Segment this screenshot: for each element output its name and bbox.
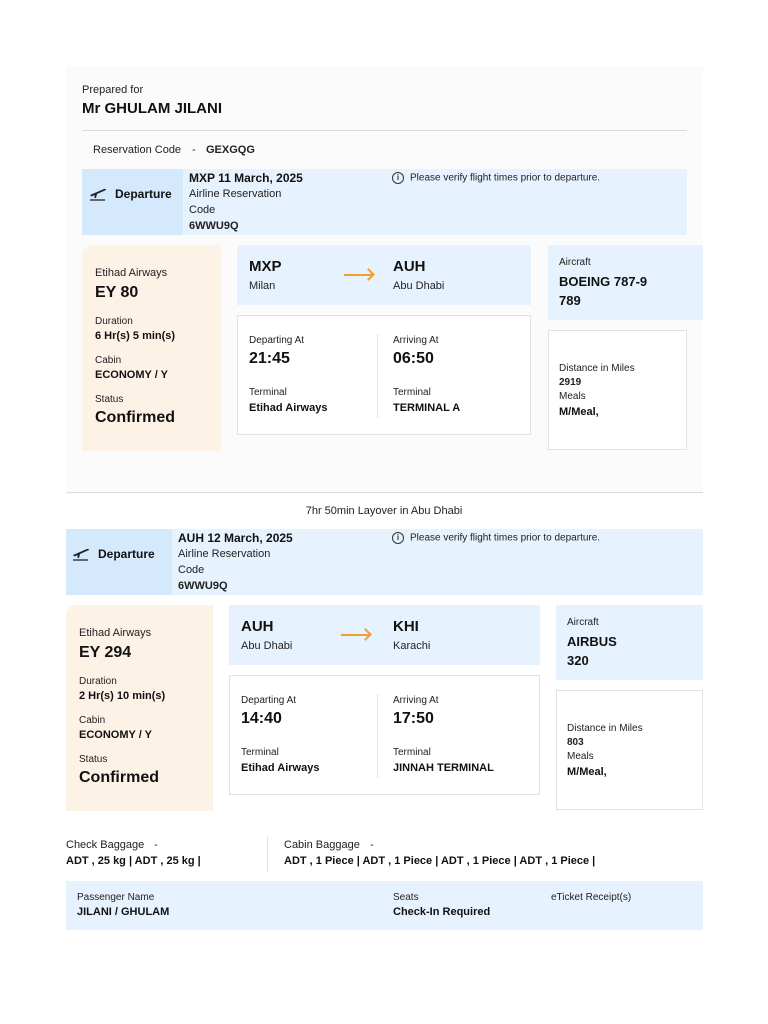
flight2-distance: 803 <box>567 737 584 748</box>
flight2-departing-time: 14:40 <box>241 710 282 727</box>
baggage-divider <box>267 836 268 872</box>
seats-value: Check-In Required <box>393 906 491 918</box>
reservation-code: GEXGQG <box>206 144 255 156</box>
flight2-cabin: ECONOMY / Y <box>79 729 152 741</box>
flight2-origin-city: Abu Dhabi <box>241 640 293 652</box>
flight2-arr-terminal-label: Terminal <box>393 747 431 758</box>
flight2-duration-label: Duration <box>79 676 117 687</box>
cabin-baggage-value: ADT , 1 Piece | ADT , 1 Piece | ADT , 1 Piece | ADT , 1 Piece | <box>284 855 596 867</box>
flight1-status-label: Status <box>95 394 124 405</box>
reservation-code-separator: - <box>192 144 196 156</box>
layover-divider <box>66 492 703 493</box>
flight2-route-panel <box>229 605 540 665</box>
flight2-distance-box <box>556 690 703 810</box>
flight2-departure-label: Departure <box>98 547 155 561</box>
flight1-duration: 6 Hr(s) 5 min(s) <box>95 330 176 342</box>
flight2-meals-label: Meals <box>567 751 594 762</box>
flight2-times-box <box>229 675 540 795</box>
flight2-dest-city: Karachi <box>393 640 431 652</box>
prepared-for-label: Prepared for <box>82 84 144 96</box>
seats-label: Seats <box>393 892 419 903</box>
flight1-arr-terminal: TERMINAL A <box>393 402 461 414</box>
flight2-departing-label: Departing At <box>241 695 297 706</box>
flight1-cabin: ECONOMY / Y <box>95 369 168 381</box>
airplane-takeoff-icon <box>71 544 91 562</box>
check-baggage-value: ADT , 25 kg | ADT , 25 kg | <box>66 855 201 867</box>
reservation-code-label: Reservation Code <box>93 144 182 156</box>
flight1-aircraft-line2: 789 <box>559 293 581 308</box>
cabin-baggage-label: Cabin Baggage <box>284 839 360 851</box>
flight2-status-label: Status <box>79 754 108 765</box>
flight1-meals: M/Meal, <box>559 406 599 418</box>
flight1-departing-label: Departing At <box>249 335 305 346</box>
flight1-duration-label: Duration <box>95 316 133 327</box>
flight1-distance: 2919 <box>559 377 582 388</box>
header-divider <box>82 130 687 131</box>
flight1-verify-note <box>392 172 600 184</box>
flight1-aircraft-line1: BOEING 787-9 <box>559 274 648 289</box>
flight2-arr-terminal: JINNAH TERMINAL <box>393 762 494 774</box>
check-baggage-separator: - <box>154 839 158 851</box>
flight2-duration: 2 Hr(s) 10 min(s) <box>79 690 166 702</box>
arrow-right-icon <box>344 274 372 276</box>
flight2-cabin-label: Cabin <box>79 715 106 726</box>
flight1-meals-label: Meals <box>559 391 586 402</box>
flight2-aircraft-line1: AIRBUS <box>567 634 617 649</box>
flight1-distance-label: Distance in Miles <box>559 363 635 374</box>
flight1-dest-city: Abu Dhabi <box>393 280 445 292</box>
passenger-name: JILANI / GHULAM <box>77 906 170 918</box>
flight1-arriving-time: 06:50 <box>393 350 434 367</box>
flight1-origin-city: Milan <box>249 280 276 292</box>
info-icon: i <box>392 532 404 544</box>
flight1-dest-code: AUH <box>393 258 426 275</box>
flight1-times-divider <box>377 334 378 418</box>
flight2-status: Confirmed <box>79 769 159 786</box>
flight2-airline: Etihad Airways <box>79 627 152 639</box>
flight2-airline-res-label: Airline Reservation <box>178 548 271 560</box>
flight1-departure-label: Departure <box>115 187 172 201</box>
flight1-cabin-label: Cabin <box>95 355 122 366</box>
arrow-right-icon <box>341 634 369 636</box>
flight2-distance-label: Distance in Miles <box>567 723 643 734</box>
flight2-dep-terminal-label: Terminal <box>241 747 279 758</box>
flight1-airline: Etihad Airways <box>95 267 168 279</box>
flight2-arriving-time: 17:50 <box>393 710 434 727</box>
layover-text: 7hr 50min Layover in Abu Dhabi <box>305 505 463 517</box>
flight1-date-line: MXP 11 March, 2025 <box>189 171 303 185</box>
flight1-origin-code: MXP <box>249 258 282 275</box>
flight1-flight-no: EY 80 <box>95 284 139 301</box>
flight1-dep-terminal-label: Terminal <box>249 387 287 398</box>
flight2-meals: M/Meal, <box>567 766 607 778</box>
passenger-title: Mr GHULAM JILANI <box>82 100 222 117</box>
flight1-route-panel <box>237 245 531 305</box>
flight1-arriving-label: Arriving At <box>393 335 439 346</box>
flight1-verify-text: Please verify flight times prior to departure. <box>410 172 601 184</box>
flight2-origin-code: AUH <box>241 618 274 635</box>
flight2-airline-res-label-2: Code <box>178 564 205 576</box>
flight1-times-box <box>237 315 531 435</box>
flight1-airline-res-code: 6WWU9Q <box>189 220 239 232</box>
flight1-airline-res-label: Airline Reservation <box>189 188 282 200</box>
flight2-date-line: AUH 12 March, 2025 <box>178 531 293 545</box>
cabin-baggage-separator: - <box>370 839 374 851</box>
flight1-status: Confirmed <box>95 409 175 426</box>
flight2-flight-no: EY 294 <box>79 644 132 661</box>
flight1-arr-terminal-label: Terminal <box>393 387 431 398</box>
flight1-departing-time: 21:45 <box>249 350 290 367</box>
flight2-arriving-label: Arriving At <box>393 695 439 706</box>
flight2-dep-terminal: Etihad Airways <box>241 762 320 774</box>
flight1-distance-box <box>548 330 687 450</box>
flight1-aircraft-label: Aircraft <box>559 257 591 268</box>
check-baggage-label: Check Baggage <box>66 839 145 851</box>
flight2-times-divider <box>377 694 378 778</box>
flight1-dep-terminal: Etihad Airways <box>249 402 328 414</box>
info-icon: i <box>392 172 404 184</box>
flight2-airline-res-code: 6WWU9Q <box>178 580 228 592</box>
flight2-verify-note <box>392 532 600 544</box>
flight2-aircraft-line2: 320 <box>567 653 589 668</box>
eticket-label: eTicket Receipt(s) <box>551 892 632 903</box>
airplane-takeoff-icon <box>88 184 108 202</box>
flight1-airline-res-label-2: Code <box>189 204 216 216</box>
flight2-verify-text: Please verify flight times prior to departure. <box>410 532 601 544</box>
flight2-dest-code: KHI <box>393 618 419 635</box>
flight2-aircraft-label: Aircraft <box>567 617 599 628</box>
passenger-name-label: Passenger Name <box>77 892 155 903</box>
